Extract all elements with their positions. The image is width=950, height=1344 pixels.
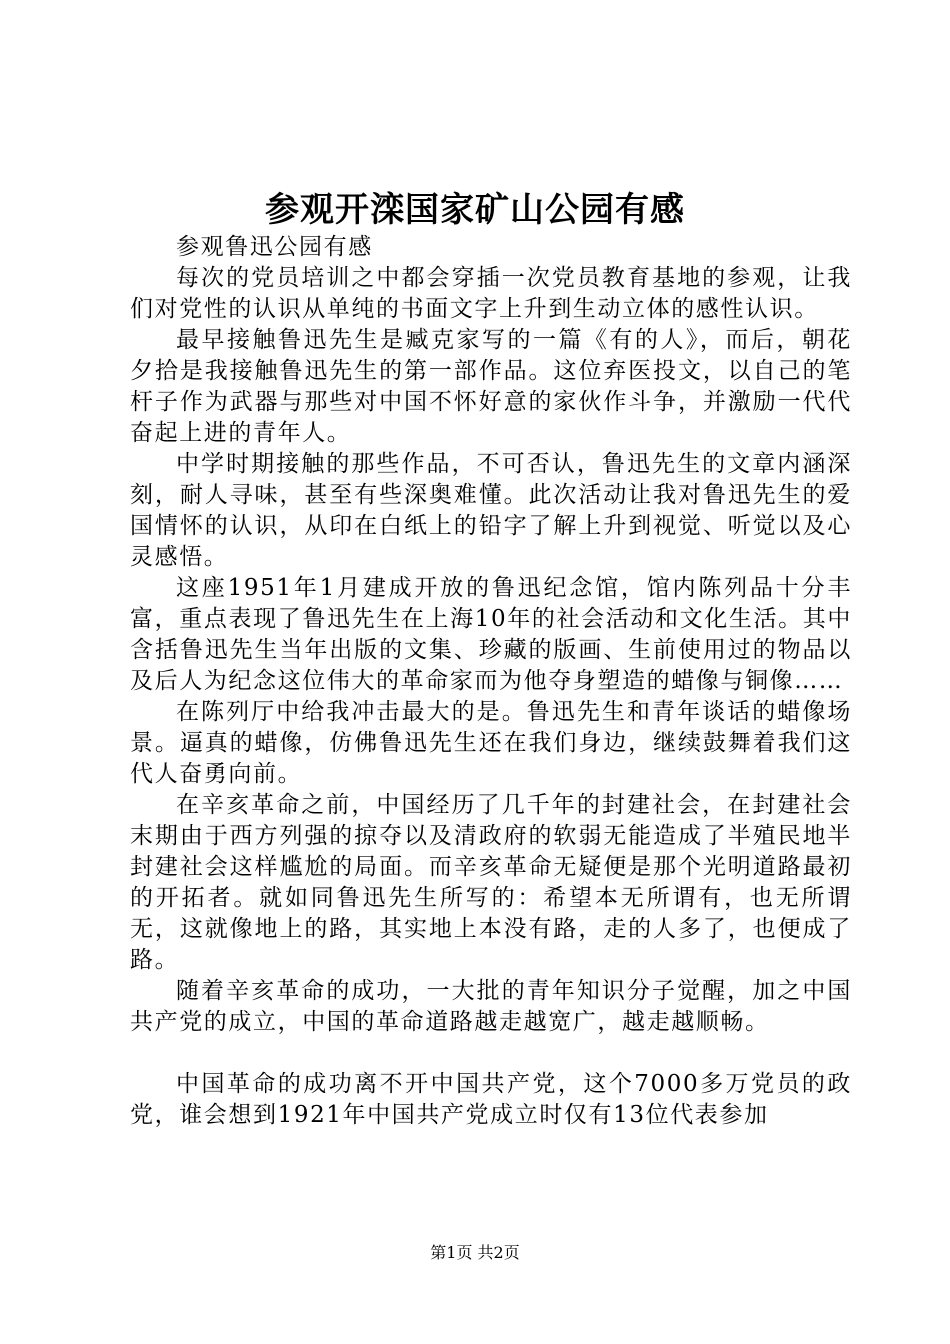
- subtitle-paragraph: 参观鲁迅公园有感: [176, 234, 373, 260]
- body-paragraph: 中学时期接触的那些作品，不可否认，鲁迅先生的文章内涵深刻，耐人寻味，甚至有些深奥难懂。此次活动让我对鲁迅先生的爱国情怀的认识，从印在白纸上的铅字了解上升到视觉、听觉以及心灵感悟。: [130, 451, 852, 570]
- document-body: [130, 232, 852, 1131]
- body-paragraph: 每次的党员培训之中都会穿插一次党员教育基地的参观，让我们对党性的认识从单纯的书面文字上升到生动立体的感性认识。: [130, 265, 852, 322]
- body-paragraph: 中国革命的成功离不开中国共产党，这个7000多万党员的政党，谁会想到1921年中国共产党成立时仅有13位代表参加: [130, 1071, 852, 1128]
- document-title: 参观开滦国家矿山公园有感: [265, 190, 685, 230]
- body-paragraph: 这座1951年1月建成开放的鲁迅纪念馆，馆内陈列品十分丰富，重点表现了鲁迅先生在上海10年的社会活动和文化生活。其中含括鲁迅先生当年出版的文集、珍藏的版画、生前使用过的物品以及后人为纪念这位伟大的革命家而为他夺身塑造的蜡像与铜像……: [130, 575, 852, 694]
- body-paragraph: 在陈列厅中给我冲击最大的是。鲁迅先生和青年谈话的蜡像场景。逼真的蜡像，仿佛鲁迅先生还在我们身边，继续鼓舞着我们这代人奋勇向前。: [130, 699, 852, 787]
- body-paragraph: 最早接触鲁迅先生是臧克家写的一篇《有的人》，而后，朝花夕拾是我接触鲁迅先生的第一部作品。这位弃医投文，以自己的笔杆子作为武器与那些对中国不怀好意的家伙作斗争，并激励一代代奋起上进的青年人。: [130, 327, 852, 446]
- body-paragraph: 随着辛亥革命的成功，一大批的青年知识分子觉醒，加之中国共产党的成立，中国的革命道路越走越宽广，越走越顺畅。: [130, 978, 852, 1035]
- body-paragraph: 在辛亥革命之前，中国经历了几千年的封建社会，在封建社会末期由于西方列强的掠夺以及清政府的软弱无能造成了半殖民地半封建社会这样尴尬的局面。而辛亥革命无疑便是那个光明道路最初的开拓者。就如同鲁迅先生所写的：希望本无所谓有，也无所谓无，这就像地上的路，其实地上本没有路，走的人多了，也便成了路。: [130, 792, 852, 973]
- page-indicator: 第1页 共2页: [430, 1243, 520, 1262]
- page-footer: [0, 1241, 950, 1265]
